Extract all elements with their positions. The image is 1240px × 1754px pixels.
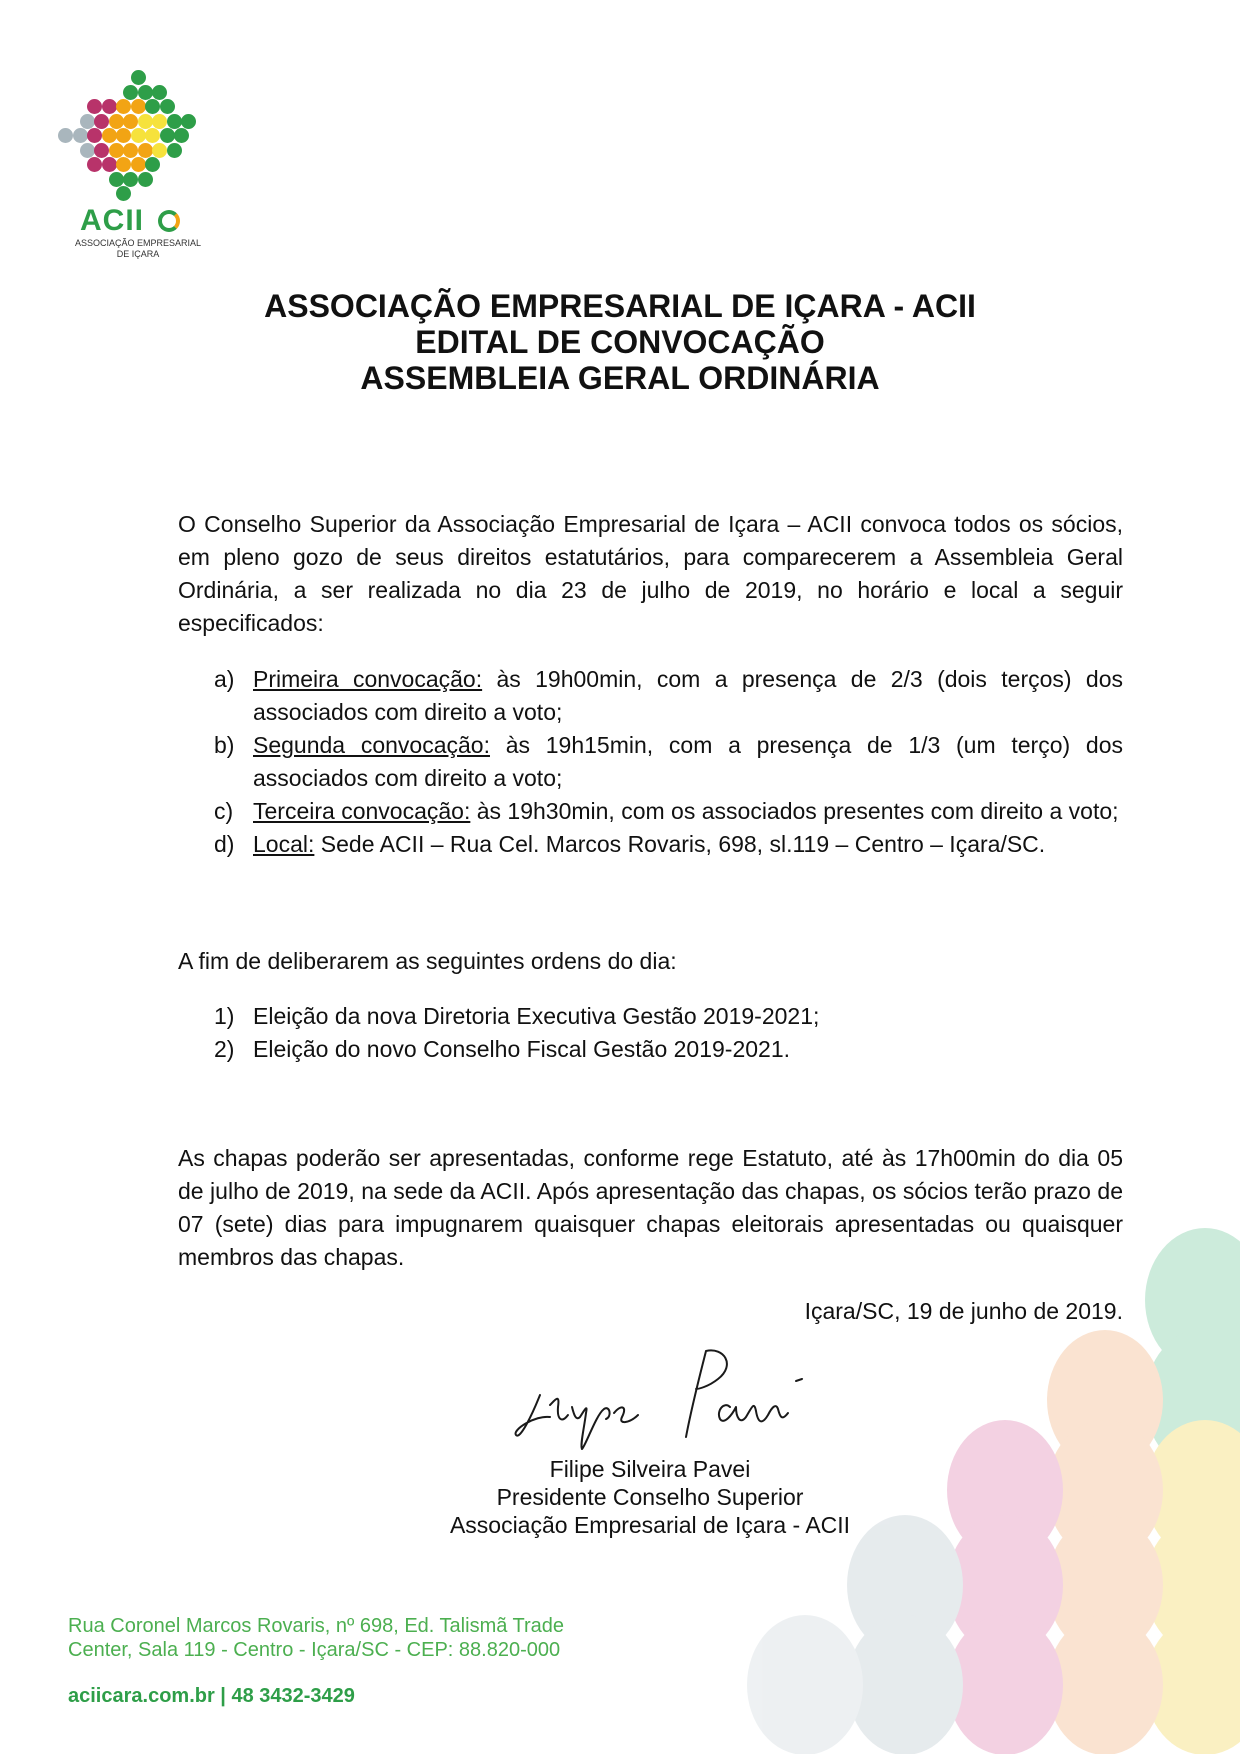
item-label: Segunda convocação: <box>253 732 490 758</box>
convocation-item-b <box>178 729 1123 795</box>
acii-logo <box>58 70 208 270</box>
place-date: Içara/SC, 19 de junho de 2019. <box>804 1298 1123 1324</box>
logo-dot <box>145 157 160 172</box>
logo-dot <box>87 157 102 172</box>
logo-dot <box>160 128 175 143</box>
item-label: Primeira convocação: <box>253 666 483 692</box>
footer-address <box>68 1614 628 1662</box>
item-text: às 19h30min, com os associados presentes com direito a voto; <box>470 798 1119 824</box>
logo-dot <box>109 172 124 187</box>
logo-dot <box>138 172 153 187</box>
logo-dot <box>181 114 196 129</box>
logo-dot <box>138 85 153 100</box>
heading-organization: ASSOCIAÇÃO EMPRESARIAL DE IÇARA - ACII <box>264 288 976 324</box>
logo-dot <box>102 99 117 114</box>
intro-paragraph: O Conselho Superior da Associação Empresarial de Içara – ACII convoca todos os sócios, em pleno gozo de seus direitos estatutários, para comparecerem a Assembleia Geral Ordinária, a ser realizada no dia 23 de julho de 2019, no horário e local a seguir especificados: <box>178 511 1123 636</box>
item-text: às 19h00min, com a presença de 2/3 (dois terços) dos associados com direito a voto; <box>253 666 1123 725</box>
logo-dot <box>94 114 109 129</box>
signatory-organization: Associação Empresarial de Içara - ACII <box>449 1512 851 1538</box>
logo-dot <box>109 143 124 158</box>
logo-dot <box>160 99 175 114</box>
logo-dot <box>123 85 138 100</box>
document-heading <box>120 288 1120 396</box>
logo-dot <box>131 99 146 114</box>
logo-dot <box>131 70 146 85</box>
logo-subtitle-line1: ASSOCIAÇÃO EMPRESARIAL <box>74 238 202 248</box>
logo-dot <box>123 143 138 158</box>
heading-notice-type: EDITAL DE CONVOCAÇÃO <box>415 324 825 360</box>
convocation-item-d <box>178 828 1123 861</box>
logo-subtitle <box>68 238 208 260</box>
logo-wordmark: ACII <box>80 204 144 237</box>
item-marker: 1) <box>214 1003 235 1029</box>
signatory-name: Filipe Silveira Pavei <box>549 1456 751 1482</box>
convocation-item-c <box>178 795 1123 828</box>
logo-dot <box>102 128 117 143</box>
logo-dot <box>167 114 182 129</box>
agenda-lead: A fim de deliberarem as seguintes ordens do dia: <box>178 948 677 974</box>
closing-paragraph: As chapas poderão ser apresentadas, conforme rege Estatuto, até às 17h00min do dia 05 de julho de 2019, na sede da ACII. Após apresentação das chapas, os sócios terão prazo de 07 (sete) dias para impugnarem quaisquer chapas eleitorais apresentadas ou quaisquer membros das chapas. <box>178 1145 1123 1270</box>
logo-dot <box>109 114 124 129</box>
logo-dot <box>131 157 146 172</box>
logo-dot <box>174 128 189 143</box>
logo-swirl-icon <box>158 210 180 232</box>
logo-dot <box>145 99 160 114</box>
logo-dot-mark <box>58 70 208 200</box>
footer-contact <box>68 1685 355 1708</box>
footer-separator: | <box>214 1685 232 1707</box>
logo-dot <box>138 114 153 129</box>
logo-dot <box>102 157 117 172</box>
logo-dot <box>152 114 167 129</box>
footer-phone: 48 3432-3429 <box>231 1685 355 1707</box>
item-marker: a) <box>214 666 235 692</box>
convocation-list <box>178 663 1123 861</box>
logo-dot <box>80 114 95 129</box>
logo-dot <box>123 172 138 187</box>
logo-dot <box>131 128 146 143</box>
footer-address-line2: Center, Sala 119 - Centro - Içara/SC - CEP: 88.820-000 <box>68 1639 561 1661</box>
item-label: Local: <box>253 831 315 857</box>
logo-dot <box>152 85 167 100</box>
item-marker: d) <box>214 831 235 857</box>
logo-dot <box>58 128 73 143</box>
logo-subtitle-line2: DE IÇARA <box>116 249 160 259</box>
item-text: Sede ACII – Rua Cel. Marcos Rovaris, 698, sl.119 – Centro – Içara/SC. <box>314 831 1046 857</box>
logo-dot <box>116 157 131 172</box>
footer-address-line1: Rua Coronel Marcos Rovaris, nº 698, Ed. Talismã Trade <box>68 1615 565 1637</box>
logo-dot <box>167 143 182 158</box>
logo-dot <box>152 143 167 158</box>
agenda-item-1 <box>178 1000 1123 1033</box>
item-marker: b) <box>214 732 235 758</box>
logo-dot <box>87 128 102 143</box>
logo-dot <box>94 143 109 158</box>
heading-assembly: ASSEMBLEIA GERAL ORDINÁRIA <box>360 360 880 396</box>
item-text: às 19h15min, com a presença de 1/3 (um terço) dos associados com direito a voto; <box>253 732 1123 791</box>
logo-dot <box>87 99 102 114</box>
footer-website-link[interactable]: aciicara.com.br <box>68 1685 215 1707</box>
convocation-item-a <box>178 663 1123 729</box>
item-marker: c) <box>214 798 234 824</box>
logo-dot <box>116 128 131 143</box>
signatory-role: Presidente Conselho Superior <box>496 1484 804 1510</box>
agenda-list <box>178 1000 1123 1066</box>
handwritten-signature <box>510 1345 830 1455</box>
logo-dot <box>138 143 153 158</box>
logo-dot <box>116 186 131 201</box>
logo-dot <box>145 128 160 143</box>
logo-dot <box>123 114 138 129</box>
item-label: Terceira convocação: <box>253 798 471 824</box>
item-text: Eleição da nova Diretoria Executiva Gestão 2019-2021; <box>253 1003 820 1029</box>
signatory-block <box>370 1455 930 1539</box>
logo-dot <box>80 143 95 158</box>
logo-dot <box>116 99 131 114</box>
item-marker: 2) <box>214 1036 235 1062</box>
item-text: Eleição do novo Conselho Fiscal Gestão 2019-2021. <box>253 1036 791 1062</box>
agenda-item-2 <box>178 1033 1123 1066</box>
logo-dot <box>73 128 88 143</box>
